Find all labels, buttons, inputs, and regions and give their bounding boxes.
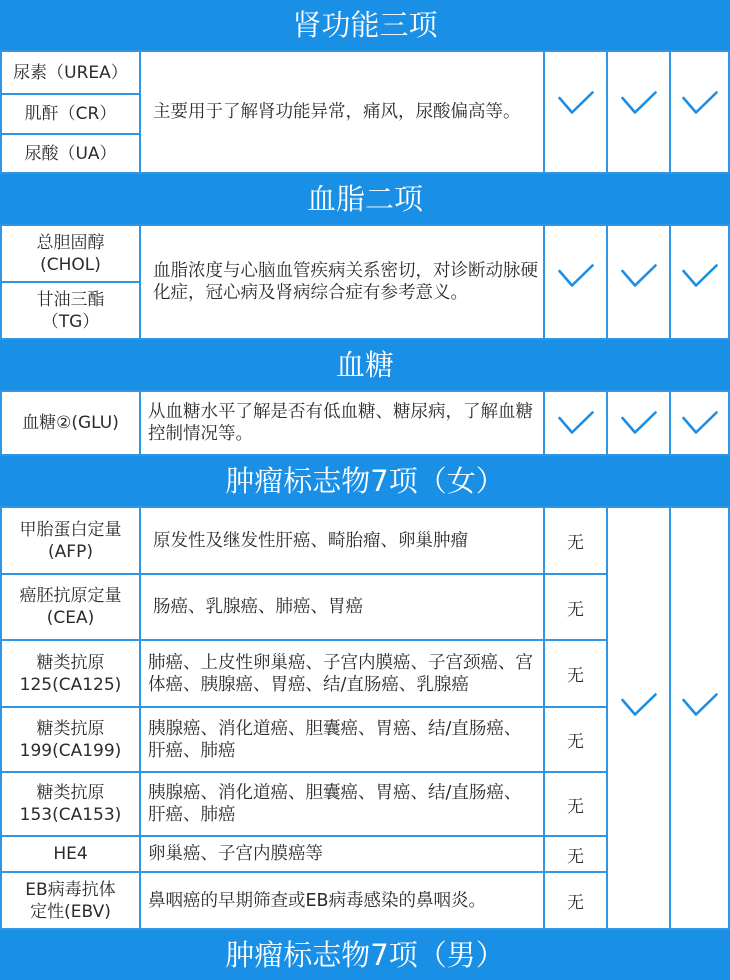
- test-item-cell: [0, 706, 141, 773]
- section-header-kidney: [0, 0, 730, 50]
- description-cell: [139, 706, 545, 773]
- description-text: 肠癌、乳腺癌、肺癌、胃癌: [153, 597, 363, 617]
- check-icon: [621, 264, 657, 288]
- description-cell: [139, 506, 545, 575]
- description-cell: [139, 639, 545, 708]
- not-included-text: 无: [567, 533, 584, 553]
- test-item-cell: [0, 835, 141, 873]
- description-cell: [139, 871, 545, 930]
- description-text: 鼻咽癌的早期筛查或EB病毒感染的鼻咽炎。: [148, 890, 487, 911]
- test-item-cell: [0, 50, 141, 95]
- section-header-tumor-markers-female: [0, 456, 730, 506]
- test-item-name: 癌胚抗原定量 (CEA): [19, 586, 122, 628]
- test-item-name: 肌酐（CR）: [24, 104, 117, 124]
- test-item-name: 糖类抗原 125(CA125): [19, 652, 122, 695]
- package-1-value-cell: [543, 871, 608, 930]
- check-icon: [682, 411, 718, 435]
- test-item-cell: [0, 506, 141, 575]
- check-icon: [682, 264, 718, 288]
- package-1-mark-cell: [543, 224, 608, 340]
- package-2-mark-cell: [606, 506, 671, 930]
- section-title: 血糖: [335, 348, 394, 382]
- section-title: 肿瘤标志物7项（男）: [225, 938, 505, 972]
- description-text: 原发性及继发性肝癌、畸胎瘤、卵巢肿瘤: [153, 530, 468, 551]
- package-2-mark-cell: [606, 224, 671, 340]
- test-item-name: 糖类抗原 199(CA199): [19, 718, 122, 761]
- test-item-name: 尿素（UREA）: [13, 62, 128, 83]
- check-icon: [682, 693, 718, 717]
- test-item-name: 糖类抗原 153(CA153): [19, 783, 122, 825]
- test-item-name: 血糖②(GLU): [22, 413, 119, 433]
- section-title: 肾功能三项: [292, 8, 438, 42]
- section-header-tumor-markers-male: [0, 930, 730, 980]
- section-header-glucose: [0, 340, 730, 390]
- package-3-mark-cell: [669, 390, 730, 456]
- section-title: 肿瘤标志物7项（女）: [225, 464, 505, 498]
- package-3-mark-cell: [669, 506, 730, 930]
- test-item-name: 尿酸（UA）: [24, 143, 117, 164]
- package-1-value-cell: [543, 506, 608, 575]
- test-item-name: 甲胎蛋白定量 (AFP): [19, 519, 122, 562]
- check-icon: [558, 91, 594, 115]
- not-included-text: 无: [567, 732, 584, 752]
- test-item-name: EB病毒抗体 定性(EBV): [25, 879, 116, 922]
- description-cell: [139, 835, 545, 873]
- test-item-cell: [0, 390, 141, 456]
- test-item-cell: [0, 281, 141, 340]
- test-item-cell: [0, 573, 141, 641]
- test-item-cell: [0, 771, 141, 837]
- test-item-name: HE4: [53, 844, 88, 864]
- package-1-value-cell: [543, 771, 608, 837]
- check-icon: [621, 693, 657, 717]
- test-item-cell: [0, 871, 141, 930]
- check-icon: [621, 411, 657, 435]
- check-icon: [558, 264, 594, 288]
- test-item-name: 总胆固醇 (CHOL): [36, 232, 105, 275]
- description-text: 卵巢癌、子宫内膜癌等: [148, 844, 323, 864]
- description-text: 主要用于了解肾功能异常，痛风，尿酸偏高等。: [153, 102, 521, 122]
- not-included-text: 无: [567, 796, 584, 817]
- package-2-mark-cell: [606, 390, 671, 456]
- description-text: 胰腺癌、消化道癌、胆囊癌、胃癌、结/直肠癌、 肝癌、肺癌: [148, 718, 522, 761]
- package-1-mark-cell: [543, 390, 608, 456]
- test-item-cell: [0, 224, 141, 283]
- not-included-text: 无: [567, 599, 584, 620]
- description-cell: [139, 390, 545, 456]
- section-title: 血脂二项: [306, 182, 423, 216]
- test-item-cell: [0, 93, 141, 135]
- section-header-lipids: [0, 174, 730, 224]
- package-1-value-cell: [543, 573, 608, 641]
- check-icon: [682, 91, 718, 115]
- package-2-mark-cell: [606, 50, 671, 174]
- description-cell: [139, 573, 545, 641]
- description-text: 胰腺癌、消化道癌、胆囊癌、胃癌、结/直肠癌、 肝癌、肺癌: [148, 783, 522, 825]
- description-text: 肺癌、上皮性卵巢癌、子宫内膜癌、子宫颈癌、宫 体癌、胰腺癌、胃癌、结/直肠癌、乳腺癌: [148, 652, 533, 695]
- not-included-text: 无: [567, 893, 584, 913]
- description-text: 从血糖水平了解是否有低血糖、糖尿病，了解血糖 控制情况等。: [148, 402, 533, 444]
- test-item-cell: [0, 639, 141, 708]
- package-1-value-cell: [543, 835, 608, 873]
- test-item-cell: [0, 133, 141, 174]
- not-included-text: 无: [567, 846, 584, 867]
- description-cell: [139, 224, 545, 340]
- not-included-text: 无: [567, 666, 584, 686]
- package-1-mark-cell: [543, 50, 608, 174]
- package-3-mark-cell: [669, 50, 730, 174]
- package-3-mark-cell: [669, 224, 730, 340]
- check-icon: [558, 411, 594, 435]
- test-item-name: 甘油三酯 （TG）: [36, 289, 105, 332]
- description-text: 血脂浓度与心脑血管疾病关系密切，对诊断动脉硬 化症，冠心病及肾病综合症有参考意义。: [153, 261, 538, 303]
- description-cell: [139, 50, 545, 174]
- package-1-value-cell: [543, 706, 608, 773]
- description-cell: [139, 771, 545, 837]
- package-1-value-cell: [543, 639, 608, 708]
- check-icon: [621, 91, 657, 115]
